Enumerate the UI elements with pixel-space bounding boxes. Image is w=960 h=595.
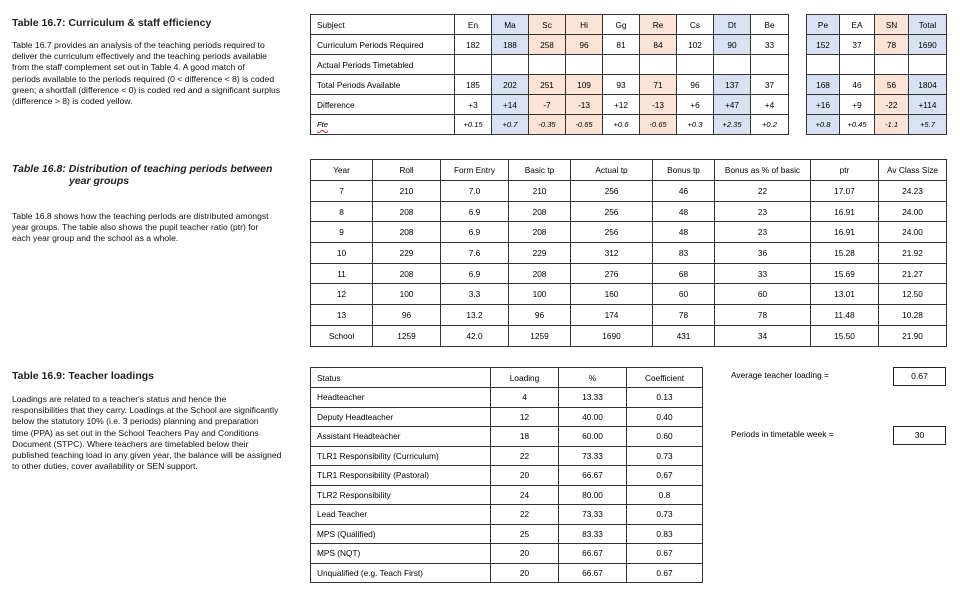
table-cell: 15.69 [811,263,879,284]
table-cell: 60 [715,284,811,305]
table-cell: 210 [373,181,441,202]
table-cell: 73.33 [559,446,627,466]
table-cell: +0.45 [840,115,875,135]
table-row [311,446,703,466]
table-cell: 42.0 [441,325,509,346]
table-cell [455,55,492,75]
table-cell: 137 [714,75,751,95]
table-cell: MPS (Qualified) [311,524,491,544]
table-row [311,55,789,75]
table-row [311,305,947,326]
table-cell: Dt [714,15,751,35]
table-cell: 48 [653,201,715,222]
table-cell: +16 [807,95,840,115]
table-row [311,243,947,264]
table-cell: 24 [491,485,559,505]
table-cell: 229 [509,243,571,264]
table-cell: 100 [373,284,441,305]
table-row [311,201,947,222]
table-cell: Pe [807,15,840,35]
table-row [807,55,947,75]
table-cell: +0.8 [807,115,840,135]
table-cell: 182 [455,35,492,55]
table-row [311,325,947,346]
table-cell: 48 [653,222,715,243]
table-cell [840,55,875,75]
table-cell: 84 [640,35,677,55]
column-header: Coefficient [627,368,703,388]
table-cell: 0.8 [627,485,703,505]
table-cell: 0.13 [627,388,703,408]
table-cell: 96 [566,35,603,55]
table-cell: -22 [875,95,909,115]
table-cell: 80.00 [559,485,627,505]
table-row [807,35,947,55]
table-cell: 21.92 [879,243,947,264]
row-label: Difference [311,95,455,115]
table-cell: 312 [571,243,653,264]
table-cell: Assistant Headteacher [311,427,491,447]
column-header: Loading [491,368,559,388]
table-cell: 22 [491,446,559,466]
table-cell: 1259 [509,325,571,346]
table-cell: +47 [714,95,751,115]
curriculum-efficiency-table-extra [806,14,947,135]
table-cell [492,55,529,75]
table-cell: 20 [491,563,559,583]
table-row [311,181,947,202]
table-cell: Headteacher [311,388,491,408]
table-cell: -13 [566,95,603,115]
table-cell: 16.91 [811,201,879,222]
table-cell: +0.3 [677,115,714,135]
table-cell: 24.23 [879,181,947,202]
table-cell: 188 [492,35,529,55]
table-row [311,524,703,544]
table-cell: +12 [603,95,640,115]
table-cell: +3 [455,95,492,115]
table-row [807,75,947,95]
table-cell: 174 [571,305,653,326]
table-cell: En [455,15,492,35]
table-cell: 102 [677,35,714,55]
table-cell: 46 [653,181,715,202]
table-cell: 66.67 [559,466,627,486]
row-label: Curriculum Periods Required [311,35,455,55]
table-cell: 100 [509,284,571,305]
table-cell: +6 [677,95,714,115]
table-cell: 93 [603,75,640,95]
table-cell: -0.35 [529,115,566,135]
table-row [311,115,789,135]
table-cell: 68 [653,263,715,284]
teaching-periods-distribution-table [310,159,947,347]
table-cell: 208 [373,263,441,284]
table-cell: 66.67 [559,544,627,564]
table-cell [566,55,603,75]
table-cell [529,55,566,75]
column-header: Bonus tp [653,160,715,181]
table-cell: 0.60 [627,427,703,447]
table-cell: 33 [751,35,789,55]
table-cell [807,55,840,75]
table-cell: 12 [491,407,559,427]
table-cell: 208 [373,201,441,222]
table-cell [603,55,640,75]
table-cell: 0.67 [627,563,703,583]
table-cell: 4 [491,388,559,408]
table-cell: +0.15 [455,115,492,135]
table-16-9-heading: Table 16.9: Teacher loadings [12,370,154,382]
table-cell: MPS (NQT) [311,544,491,564]
table-cell: 152 [807,35,840,55]
table-cell: 10 [311,243,373,264]
table-cell: 6.9 [441,222,509,243]
table-cell: 276 [571,263,653,284]
table-cell: TLR2 Responsibility [311,485,491,505]
table-cell: 1690 [571,325,653,346]
table-row [807,15,947,35]
table-cell: Re [640,15,677,35]
table-cell: 8 [311,201,373,222]
table-cell: 185 [455,75,492,95]
table-cell: 90 [714,35,751,55]
table-cell: 60 [653,284,715,305]
table-cell: 251 [529,75,566,95]
table-cell: 22 [491,505,559,525]
table-cell: -0.65 [640,115,677,135]
column-header: Form Entry [441,160,509,181]
table-cell: +114 [909,95,947,115]
table-row [807,115,947,135]
table-cell: 20 [491,466,559,486]
table-cell: 168 [807,75,840,95]
table-cell: -13 [640,95,677,115]
table-row [311,466,703,486]
table-cell: +9 [840,95,875,115]
table-row [311,427,703,447]
table-cell: +2.35 [714,115,751,135]
table-cell: SN [875,15,909,35]
table-cell: +0.6 [603,115,640,135]
table-cell: 24.00 [879,201,947,222]
table-cell [909,55,947,75]
table-header-row [311,368,703,388]
table-cell: 9 [311,222,373,243]
table-cell: 11.48 [811,305,879,326]
table-cell: 229 [373,243,441,264]
table-row [311,284,947,305]
table-row [311,15,789,35]
table-cell: 60.00 [559,427,627,447]
column-header: ptr [811,160,879,181]
row-label: Fte [311,115,455,135]
table-cell [640,55,677,75]
row-label: Actual Periods Timetabled [311,55,455,75]
table-cell: 0.67 [627,466,703,486]
table-cell: 16.91 [811,222,879,243]
table-cell: 12 [311,284,373,305]
table-cell: +14 [492,95,529,115]
row-label: Subject [311,15,455,35]
table-cell [714,55,751,75]
table-cell: 15.28 [811,243,879,264]
table-row [311,95,789,115]
table-row [311,75,789,95]
table-cell: 18 [491,427,559,447]
table-cell: 256 [571,181,653,202]
table-row [311,222,947,243]
table-cell: 25 [491,524,559,544]
table-cell: 83.33 [559,524,627,544]
table-cell: 210 [509,181,571,202]
table-cell: Sc [529,15,566,35]
table-cell: 37 [751,75,789,95]
table-cell: 1259 [373,325,441,346]
table-cell: 256 [571,222,653,243]
table-cell: 78 [875,35,909,55]
table-cell: Lead Teacher [311,505,491,525]
table-cell: Deputy Headteacher [311,407,491,427]
table-cell: +4 [751,95,789,115]
table-cell: -0.65 [566,115,603,135]
table-row [807,95,947,115]
table-16-8-description: Table 16.8 shows how the teaching periods are distributed amongst year groups. The table also shows the pupil teacher ratio (ptr) for each year group and the school as a whole. [12,211,269,244]
table-cell [677,55,714,75]
table-cell: 78 [715,305,811,326]
table-cell: 22 [715,181,811,202]
table-cell: 12.50 [879,284,947,305]
table-cell: Hi [566,15,603,35]
table-cell: 37 [840,35,875,55]
table-cell: 23 [715,222,811,243]
table-cell: 96 [509,305,571,326]
table-cell: +0.7 [492,115,529,135]
table-cell: Total [909,15,947,35]
table-16-8-heading: Table 16.8: Distribution of teaching periods between year groups [12,163,273,187]
table-cell: 46 [840,75,875,95]
table-cell: 13.33 [559,388,627,408]
table-cell: 431 [653,325,715,346]
column-header: Year [311,160,373,181]
table-cell: 34 [715,325,811,346]
table-cell: 109 [566,75,603,95]
row-label: Total Periods Available [311,75,455,95]
table-row [311,407,703,427]
table-cell: 160 [571,284,653,305]
periods-in-timetable-week-label: Periods in timetable week = [731,429,834,439]
table-cell: 96 [373,305,441,326]
table-cell: 208 [509,263,571,284]
column-header: Roll [373,160,441,181]
table-row [311,263,947,284]
table-cell: 0.83 [627,524,703,544]
table-cell: +5.7 [909,115,947,135]
table-16-7-description: Table 16.7 provides an analysis of the teaching periods required to deliver the curriculum effectively and the teaching periods available from the staff complement set out in Table 4. A good match of periods available to the periods required (0 < difference < 8) is coded green; a shortfall (difference < 0) is coded red and a significant surplus (difference > 8) is coded yellow. [12,40,281,107]
table-row [311,505,703,525]
table-cell: 208 [509,222,571,243]
table-cell: School [311,325,373,346]
table-cell: TLR1 Responsibility (Pastoral) [311,466,491,486]
table-16-9-description: Loadings are related to a teacher's status and hence the responsibilities that they carry. Loadings at the School are significantly below the statutory 10% (i.e. 3 periods) planning and preparation time (PPA) as set out in the School Teachers Pay and Conditions Document (STPC). Where teachers are timetabled below their published teaching load in any given year, the balance will be assigned to other duties, cover availability or SEN support. [12,394,282,472]
average-teacher-loading-value: 0.67 [893,367,946,386]
table-cell: Cs [677,15,714,35]
table-cell: TLR1 Responsibility (Curriculum) [311,446,491,466]
table-cell: 15.50 [811,325,879,346]
table-cell [875,55,909,75]
table-cell: Unqualified (e.g. Teach First) [311,563,491,583]
table-cell: -7 [529,95,566,115]
table-cell: 0.73 [627,505,703,525]
table-cell: 83 [653,243,715,264]
table-cell: 208 [509,201,571,222]
table-cell: 36 [715,243,811,264]
table-cell: 1804 [909,75,947,95]
periods-in-timetable-week-value: 30 [893,426,946,445]
table-cell: 13 [311,305,373,326]
column-header: Basic tp [509,160,571,181]
table-row [311,35,789,55]
table-cell: 81 [603,35,640,55]
table-cell: 11 [311,263,373,284]
table-cell: -1.1 [875,115,909,135]
table-cell: 73.33 [559,505,627,525]
teacher-loadings-table [310,367,703,583]
table-cell: 71 [640,75,677,95]
table-cell: 40.00 [559,407,627,427]
table-cell: 10.28 [879,305,947,326]
table-header-row [311,160,947,181]
table-cell: Ma [492,15,529,35]
table-16-7-heading: Table 16.7: Curriculum & staff efficiency [12,17,212,29]
table-row [311,563,703,583]
table-cell: 96 [677,75,714,95]
table-cell: 33 [715,263,811,284]
table-cell: 0.73 [627,446,703,466]
table-cell: 56 [875,75,909,95]
table-cell: 7.0 [441,181,509,202]
table-cell: Be [751,15,789,35]
table-cell: 6.9 [441,201,509,222]
table-cell: 202 [492,75,529,95]
table-cell: 7 [311,181,373,202]
table-cell: EA [840,15,875,35]
table-cell: 13.01 [811,284,879,305]
table-row [311,388,703,408]
curriculum-efficiency-table [310,14,789,135]
table-cell: 258 [529,35,566,55]
average-teacher-loading-label: Average teacher loading = [731,370,829,380]
table-row [311,544,703,564]
table-cell: 21.27 [879,263,947,284]
table-cell: +0.2 [751,115,789,135]
table-cell: 0.40 [627,407,703,427]
table-cell: 24.00 [879,222,947,243]
table-cell: 78 [653,305,715,326]
table-cell: 7.6 [441,243,509,264]
column-header: Status [311,368,491,388]
table-cell: 0.67 [627,544,703,564]
table-cell: 21.90 [879,325,947,346]
column-header: Bonus as % of basic [715,160,811,181]
table-cell: 23 [715,201,811,222]
table-cell: 20 [491,544,559,564]
table-cell: 13.2 [441,305,509,326]
table-row [311,485,703,505]
table-cell: 6.9 [441,263,509,284]
table-cell: 208 [373,222,441,243]
table-cell: 3.3 [441,284,509,305]
column-header: Av Class Size [879,160,947,181]
table-cell: 1690 [909,35,947,55]
column-header: Actual tp [571,160,653,181]
column-header: % [559,368,627,388]
table-cell [751,55,789,75]
table-cell: Gg [603,15,640,35]
table-cell: 256 [571,201,653,222]
table-cell: 66.67 [559,563,627,583]
table-cell: 17.07 [811,181,879,202]
